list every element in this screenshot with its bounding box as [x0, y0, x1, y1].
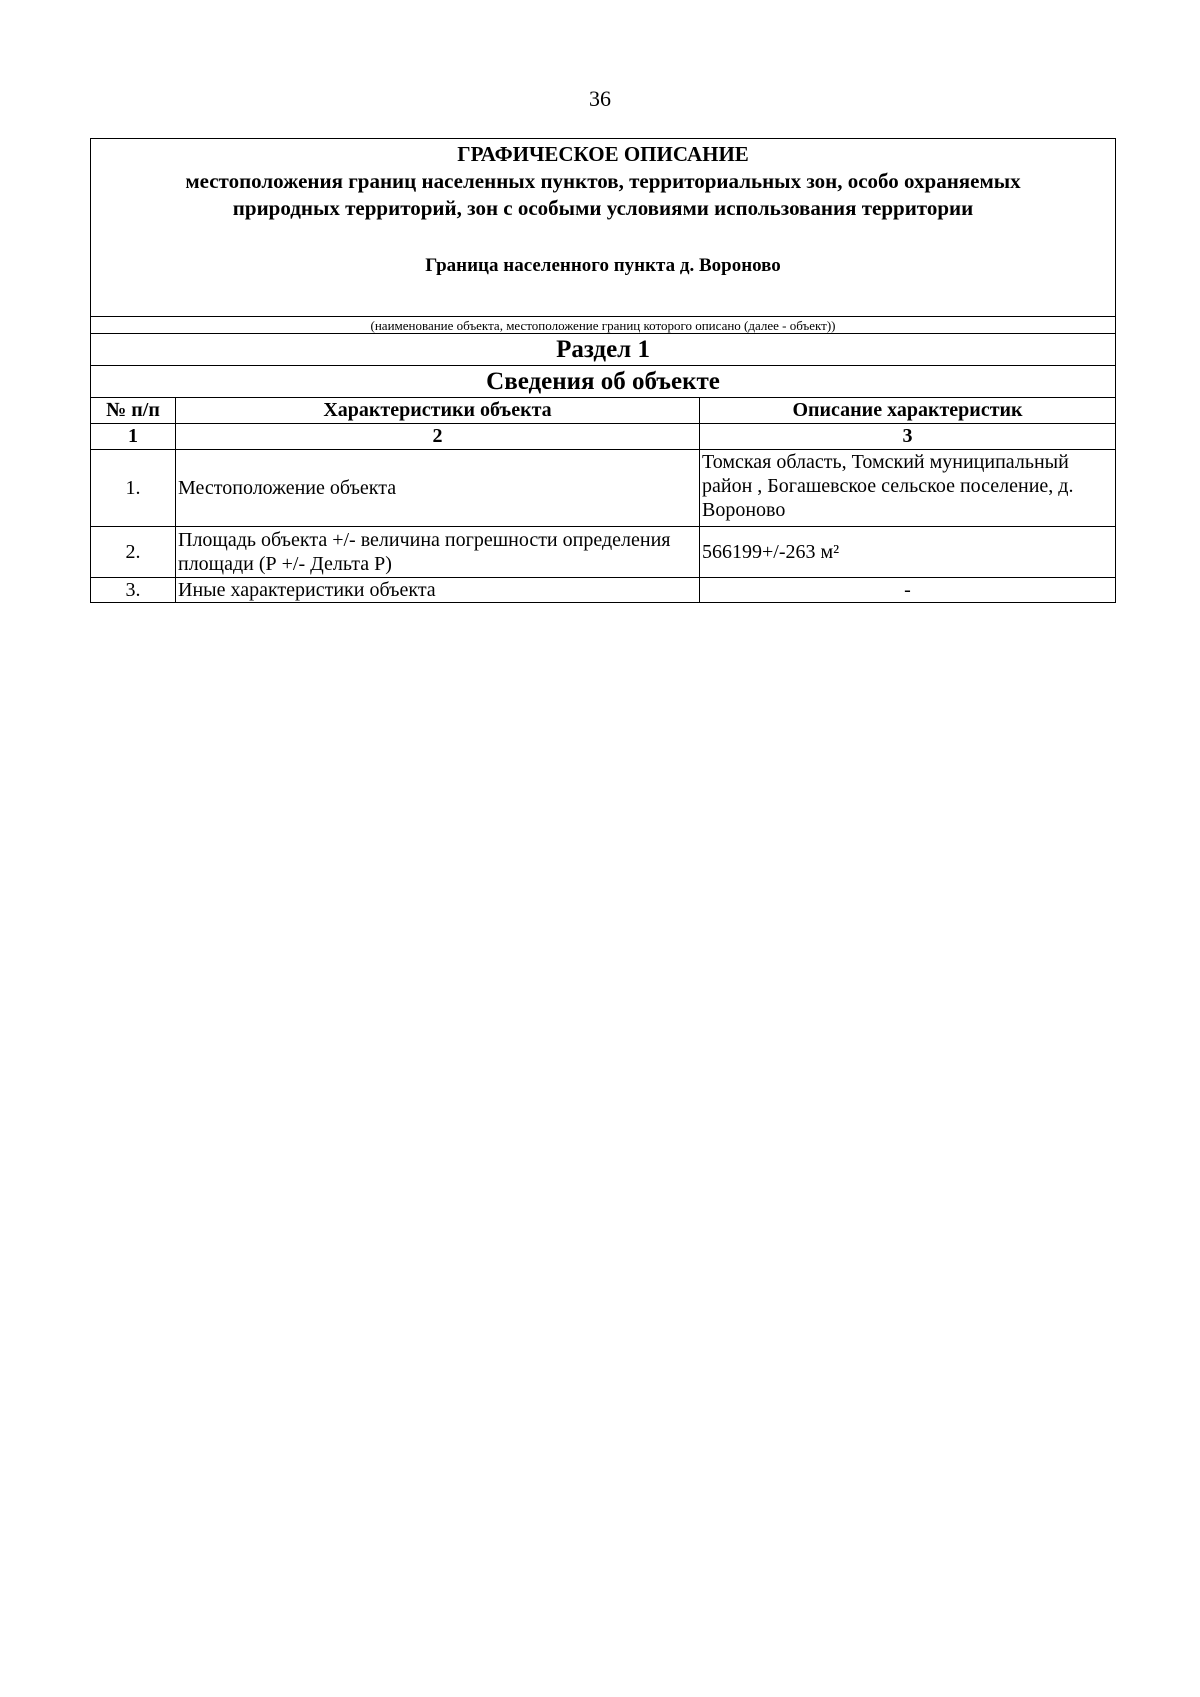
table-row — [91, 578, 1116, 603]
document-subtitle-line-2: природных территорий, зон с особыми условиями использования территории — [232, 196, 974, 220]
document-title: ГРАФИЧЕСКОЕ ОПИСАНИЕ — [457, 142, 749, 166]
section-title-row — [91, 334, 1116, 366]
row-description: - — [700, 578, 1116, 603]
document-subtitle-line-1: местоположения границ населенных пунктов, территориальных зон, особо охраняемых — [185, 169, 1021, 193]
section-subtitle: Сведения об объекте — [91, 366, 1116, 398]
header-row — [91, 139, 1116, 317]
row-description: Томская область, Томский муниципальный район , Богашевское сельское поселение, д. Вороново — [700, 450, 1116, 527]
column-number-3: 3 — [700, 424, 1116, 450]
column-header-characteristic: Характеристики объекта — [176, 398, 700, 424]
header-cell — [91, 139, 1116, 317]
row-characteristic: Иные характеристики объекта — [176, 578, 700, 603]
table-row — [91, 527, 1116, 578]
column-number-2: 2 — [176, 424, 700, 450]
row-number: 2. — [91, 527, 176, 578]
column-number-1: 1 — [91, 424, 176, 450]
row-number: 3. — [91, 578, 176, 603]
page-number: 36 — [589, 86, 611, 111]
column-header-number: № п/п — [91, 398, 176, 424]
table-row — [91, 450, 1116, 527]
row-description: 566199+/-263 м² — [700, 527, 1116, 578]
object-name: Граница населенного пункта д. Вороново — [425, 255, 781, 276]
graphic-description-table — [90, 138, 1116, 603]
caption-row — [91, 317, 1116, 334]
column-number-row — [91, 424, 1116, 450]
column-header-description: Описание характеристик — [700, 398, 1116, 424]
row-number: 1. — [91, 450, 176, 527]
row-characteristic: Местоположение объекта — [176, 450, 700, 527]
object-caption: (наименование объекта, местоположение границ которого описано (далее - объект)) — [91, 317, 1116, 334]
row-characteristic: Площадь объекта +/- величина погрешности определения площади (Р +/- Дельта Р) — [176, 527, 700, 578]
section-subtitle-row — [91, 366, 1116, 398]
section-title: Раздел 1 — [91, 334, 1116, 366]
column-header-row — [91, 398, 1116, 424]
